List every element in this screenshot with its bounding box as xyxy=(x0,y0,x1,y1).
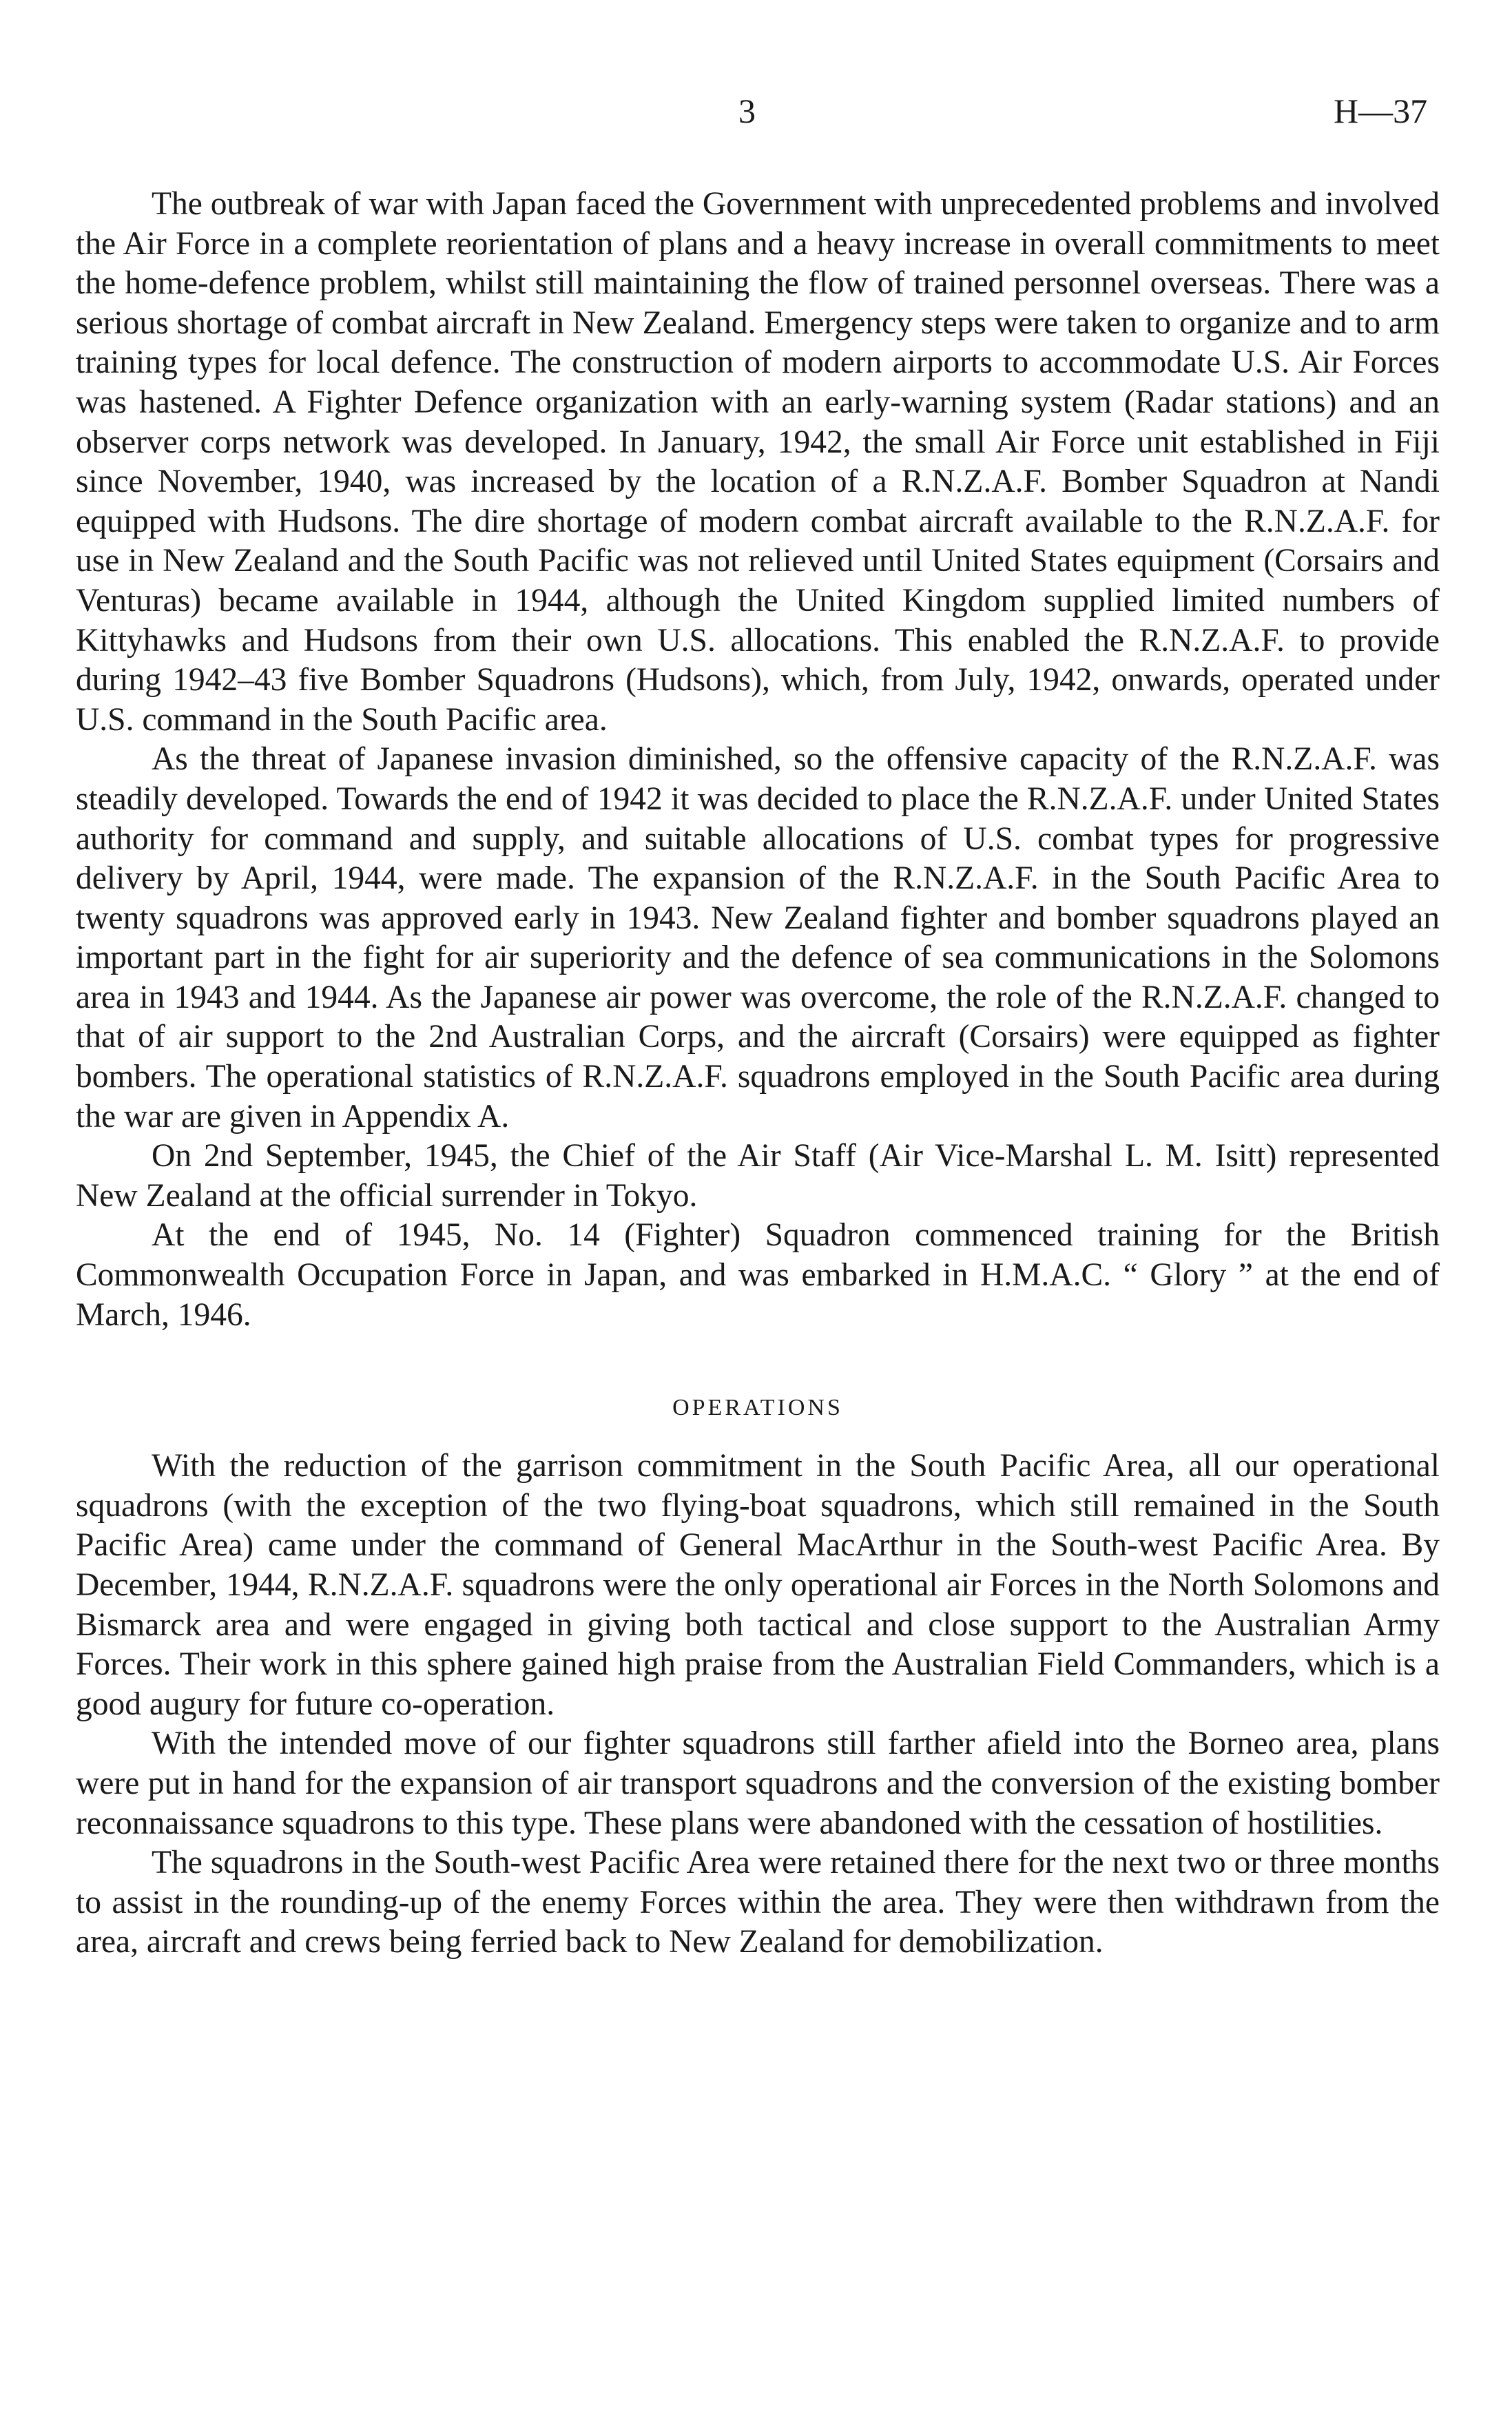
section-heading-operations: OPERATIONS xyxy=(672,1395,843,1421)
paragraph-surrender-tokyo: On 2nd September, 1945, the Chief of the Air Staff (Air Vice-Marshal L. M. Isitt) represented New Zealand at the official surrender in Tokyo. xyxy=(76,1138,1440,1214)
paragraph-occupation-force: At the end of 1945, No. 14 (Fighter) Squadron commenced training for the British Commonwealth Occupation Force in Japan, and was embarked in H.M.A.C. “ Glory ” at the end of March, 1946. xyxy=(76,1217,1440,1333)
document-reference: H—37 xyxy=(1334,92,1428,130)
paragraph-war-with-japan: The outbreak of war with Japan faced the Government with unprecedented problems and involved the Air Force in a complete reorientation of plans and a heavy increase in overall commitments to meet the home-defence problem, whilst still maintaining the flow of trained personnel overseas. There was a serious shortage of combat aircraft in New Zealand. Emergency steps were taken to organize and to arm training types for local defence. The construction of modern airports to accommodate U.S. Air Forces was hastened. A Fighter Defence organization with an early-warning system (Radar stations) and an observer corps network was developed. In January, 1942, the small Air Force unit established in Fiji since November, 1940, was increased by the location of a R.N.Z.A.F. Bomber Squadron at Nandi equipped with Hudsons. The dire shortage of modern combat aircraft available to the R.N.Z.A.F. for use in New Zealand and the South Pacific was not relieved until United States equipment (Corsairs and Venturas) became available in 1944, although the United Kingdom supplied limited numbers of Kittyhawks and Hudsons from their own U.S. allocations. This enabled the R.N.Z.A.F. to provide during 1942–43 five Bomber Squadrons (Hudsons), which, from July, 1942, onwards, operated under U.S. command in the South Pacific area. xyxy=(76,186,1440,738)
paragraph-garrison-reduction: With the reduction of the garrison commitment in the South Pacific Area, all our operational squadrons (with the exception of the two flying-boat squadrons, which still remained in the South Pacific Area) came under the command of General MacArthur in the South-west Pacific Area. By December, 1944, R.N.Z.A.F. squadrons were the only operational air Forces in the North Solomons and Bismarck area and were engaged in giving both tactical and close support to the Australian Army Forces. Their work in this sphere gained high praise from the Australian Field Commanders, which is a good augury for future co-operation. xyxy=(76,1448,1440,1722)
page-number: 3 xyxy=(738,92,756,130)
paragraph-offensive-capacity: As the threat of Japanese invasion diminished, so the offensive capacity of the R.N.Z.A.F. was steadily developed. Towards the end of 1942 it was decided to place the R.N.Z.A.F. under United States authority for command and supply, and suitable allocations of U.S. combat types for progressive delivery by April, 1944, were made. The expansion of the R.N.Z.A.F. in the South Pacific Area to twenty squadrons was approved early in 1943. New Zealand fighter and bomber squadrons played an important part in the fight for air superiority and the defence of sea communications in the Solomons area in 1943 and 1944. As the Japanese air power was overcome, the role of the R.N.Z.A.F. changed to that of air support to the 2nd Australian Corps, and the aircraft (Corsairs) were equipped as fighter bombers. The operational statistics of R.N.Z.A.F. squadrons employed in the South Pacific area during the war are given in Appendix A. xyxy=(76,741,1440,1134)
page-header xyxy=(0,91,1512,132)
paragraph-borneo-plans: With the intended move of our fighter squadrons still farther afield into the Borneo area, plans were put in hand for the expansion of air transport squadrons and the conversion of the existing bomber reconnaissance squadrons to this type. These plans were abandoned with the cessation of hostilities. xyxy=(76,1726,1440,1841)
text-body xyxy=(76,185,1440,1962)
paragraph-demobilization: The squadrons in the South-west Pacific Area were retained there for the next two or three months to assist in the rounding-up of the enemy Forces within the area. They were then withdrawn from the area, aircraft and crews being ferried back to New Zealand for demobilization. xyxy=(76,1845,1440,1960)
